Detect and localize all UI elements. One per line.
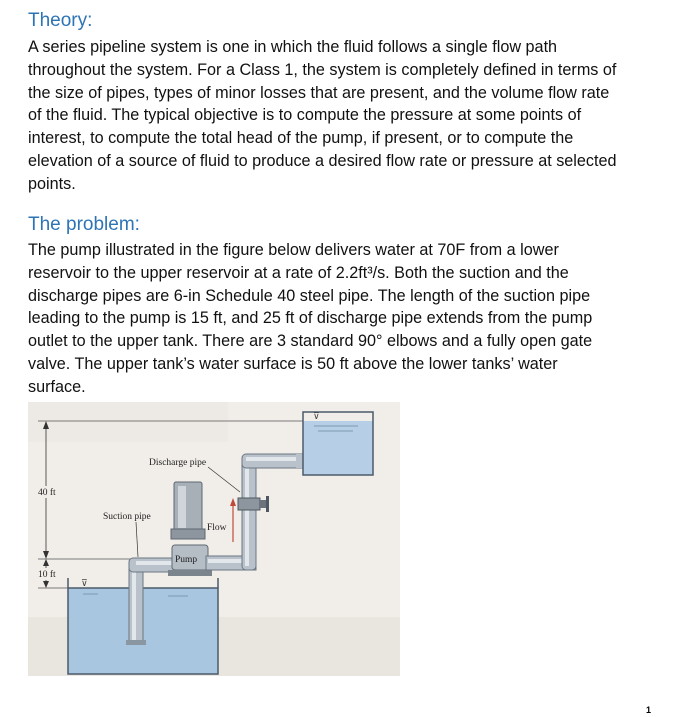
- discharge-pipe-label: Discharge pipe: [149, 458, 207, 468]
- theory-line: elevation of a source of fluid to produce a desired flow rate or pressure at selected: [28, 151, 617, 170]
- problem-line: outlet to the upper tank. There are 3 standard 90° elbows and a fully open gate: [28, 332, 593, 351]
- pump-system-figure: [28, 402, 400, 676]
- theory-line: the size of pipes, types of minor losses that are present, and the volume flow rate: [28, 83, 610, 102]
- problem-heading: The problem:: [28, 214, 140, 235]
- problem-line: The pump illustrated in the figure below delivers water at 70F from a lower: [28, 241, 559, 259]
- problem-paragraph: [28, 239, 658, 399]
- theory-line: points.: [28, 174, 76, 193]
- theory-line: throughout the system. For a Class 1, the system is completely defined in terms of: [28, 60, 617, 79]
- dim-label-40ft: 40 ft: [38, 488, 56, 498]
- theory-heading: Theory:: [28, 10, 93, 31]
- suction-pipe-label: Suction pipe: [103, 512, 151, 522]
- problem-line: reservoir to the upper reservoir at a rate of 2.2ft³/s. Both the suction and the: [28, 263, 569, 282]
- problem-line: valve. The upper tank’s water surface is 50 ft above the lower tanks’ water: [28, 354, 558, 373]
- theory-line: of the fluid. The typical objective is to compute the pressure at some points of: [28, 106, 582, 125]
- pump-label: Pump: [175, 555, 198, 565]
- theory-paragraph: [28, 36, 658, 196]
- flow-label: Flow: [207, 523, 227, 533]
- upper-reservoir: [303, 412, 373, 475]
- water-surface-icon: ⊽: [81, 579, 88, 589]
- page-number: 1: [646, 705, 652, 715]
- dim-label-10ft: 10 ft: [38, 570, 56, 580]
- water-surface-icon: ⊽: [313, 412, 320, 422]
- problem-line: leading to the pump is 15 ft, and 25 ft of discharge pipe extends from the pump: [28, 309, 593, 328]
- problem-line: discharge pipes are 6-in Schedule 40 steel pipe. The length of the suction pipe: [28, 286, 591, 305]
- problem-line: surface.: [28, 377, 86, 396]
- theory-line: interest, to compute the total head of the pump, if present, or to compute the: [28, 129, 574, 148]
- theory-line: A series pipeline system is one in which the fluid follows a single flow path: [28, 38, 558, 56]
